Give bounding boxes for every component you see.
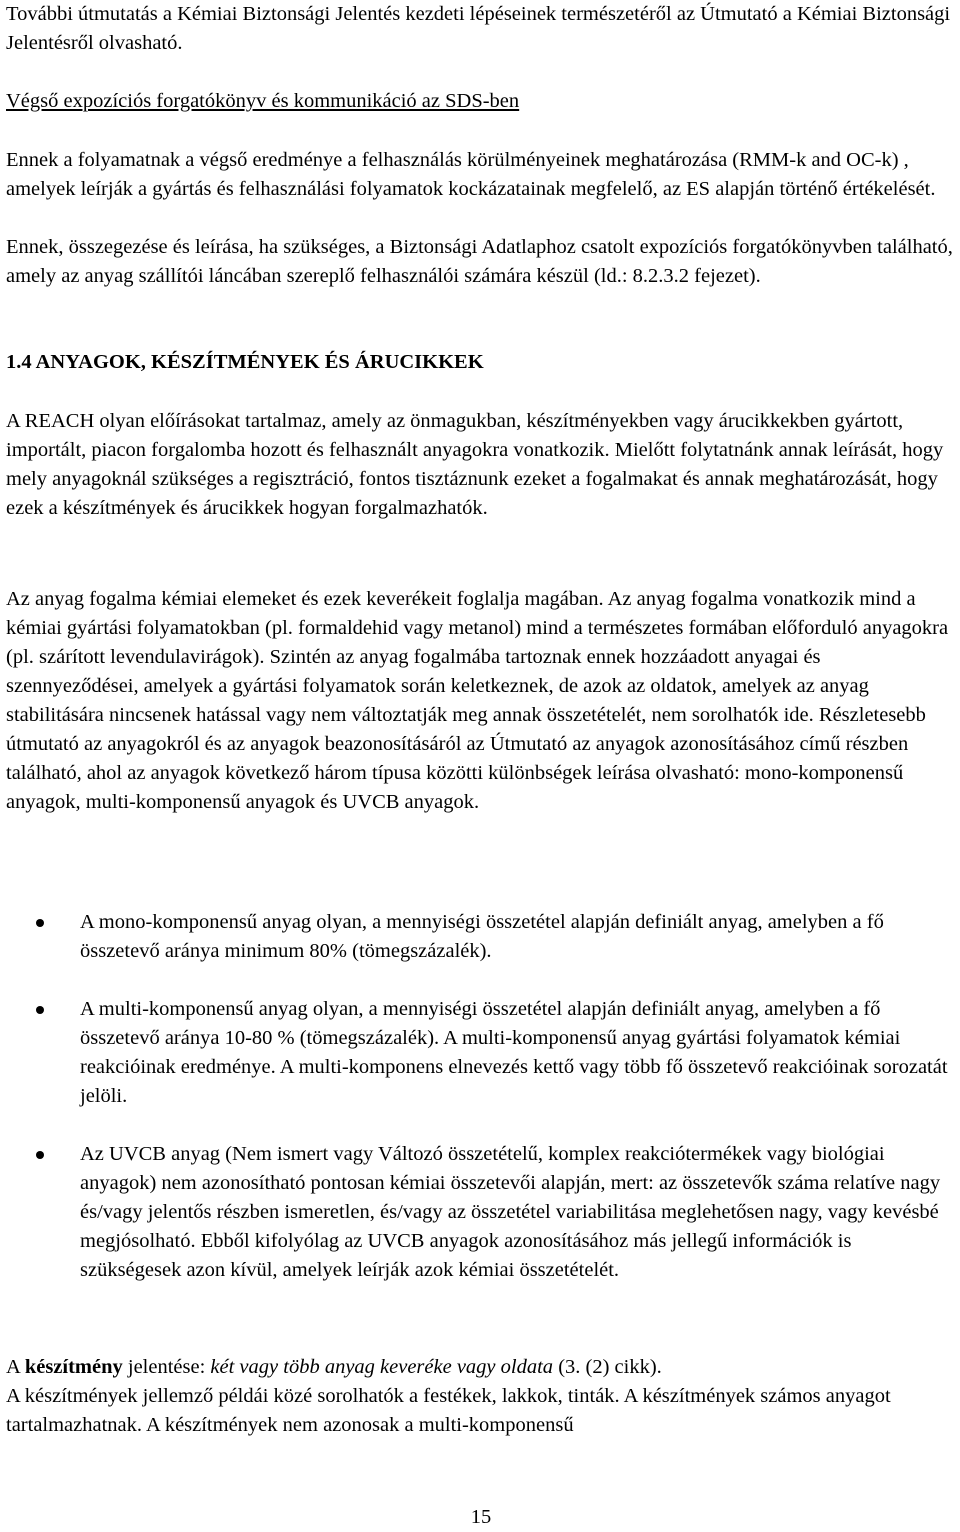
definition-prefix: A — [6, 1356, 25, 1378]
section-heading-exposure-scenario: Végső expozíciós forgatókönyv és kommunikáció az SDS-ben — [6, 90, 520, 112]
intro-paragraph: További útmutatás a Kémiai Biztonsági Jelentés kezdeti lépéseinek természetéről az Útmutató a Kémiai Biztonsági Jelentésről olvasható. — [6, 3, 951, 54]
list-item-multi-component — [6, 995, 956, 1111]
substance-types-list — [6, 908, 956, 1314]
paragraph-process-result: Ennek a folyamatnak a végső eredménye a felhasználás körülményeinek meghatározása (RMM-k and OC-k) , amelyek leírják a gyártás és felhasználási folyamatok kockázatainak megfelelő, az ES alapján történő értékelését. — [6, 149, 936, 200]
bullet-icon — [36, 1151, 44, 1159]
bullet-icon — [36, 919, 44, 927]
definition-term: készítmény — [24, 1356, 123, 1378]
paragraph-substance-definition: Az anyag fogalma kémiai elemeket és ezek keverékeit foglalja magában. Az anyag fogalma vonatkozik mind a kémiai gyártási folyamatokban (pl. formaldehid vagy metanol) mind a természetes formában előforduló anyagokra (pl. szárított levendulavirágok). Szintén az anyag fogalmába tartoznak ennek hozzáadott anyagai és szennyeződései, amelyek a gyártási folyamatok során keletkeznek, de azok az oldatok, amelyek az anyag stabilitására nincsenek hatással vagy nem változtatják meg annak összetételét, nem sorolhatók ide. Részletesebb útmutató az anyagokról és az anyagok beazonosításáról az Útmutató az anyagok azonosításához című részben található, ahol az anyagok következő három típusa közötti különbségek leírása olvasható: mono-komponensű anyagok, multi-komponensű anyagok és UVCB anyagok. — [6, 588, 949, 813]
section-heading-1-4: 1.4 ANYAGOK, KÉSZÍTMÉNYEK ÉS ÁRUCIKKEK — [6, 351, 484, 373]
definition-suffix: (3. (2) cikk). — [553, 1356, 662, 1378]
list-item-uvcb — [6, 1140, 956, 1285]
list-item-mono-component — [6, 908, 956, 966]
list-item-text: Az UVCB anyag (Nem ismert vagy Változó összetételű, komplex reakciótermékek vagy biológiai anyagok) nem azonosítható pontosan kémiai összetevői alapján, mert: az összetevők száma relatíve nagy és/vagy jelentős részben ismeretlen, és/vagy az összetétel variabilitása meglehetősen nagy, vagy kevésbé megjósolható. Ebből kifolyólag az UVCB anyagok azonosításához más jellegű információk is szükségesek azon kívül, amelyek leírják azok kémiai összetételét. — [80, 1143, 941, 1281]
bullet-icon — [36, 1006, 44, 1014]
list-item-text: A mono-komponensű anyag olyan, a mennyiségi összetétel alapján definiált anyag, amelyben a fő összetevő aránya minimum 80% (tömegszázalék). — [80, 911, 884, 962]
paragraph-preparation-examples: A készítmények jellemző példái közé sorolhatók a festékek, lakkok, tinták. A készítmények számos anyagot tartalmazhatnak. A készítmények nem azonosak a multi-komponensű — [6, 1385, 891, 1436]
paragraph-preparation-definition — [6, 1353, 662, 1382]
paragraph-reach-intro: A REACH olyan előírásokat tartalmaz, amely az önmagukban, készítményekben vagy árucikkekben gyártott, importált, piacon forgalomba hozott és felhasznált anyagokra vonatkozik. Mielőtt folytatnánk annak leírását, hogy mely anyagoknál szükséges a regisztráció, fontos tisztáznunk ezeket a fogalmakat és annak meghatározását, hogy ezek a készítmények és árucikkek hogyan forgalmazhatók. — [6, 410, 944, 519]
definition-italic: két vagy több anyag keveréke vagy oldata — [210, 1356, 554, 1378]
page-number: 15 — [470, 1506, 492, 1528]
list-item-text: A multi-komponensű anyag olyan, a mennyiségi összetétel alapján definiált anyag, amelyben a fő összetevő aránya 10-80 % (tömegszázalék). A multi-komponensű anyag gyártási folyamatok kémiai reakcióinak eredménye. A multi-komponens elnevezés kettő vagy több fő összetevő reakcióinak sorozatát jelöli. — [80, 998, 948, 1107]
definition-middle: jelentése: — [122, 1356, 211, 1378]
paragraph-summary-sds: Ennek, összegezése és leírása, ha szükséges, a Biztonsági Adatlaphoz csatolt expozíciós forgatókönyvben található, amely az anyag szállítói láncában szereplő felhasználói számára készül (ld.: 8.2.3.2 fejezet). — [6, 236, 953, 287]
